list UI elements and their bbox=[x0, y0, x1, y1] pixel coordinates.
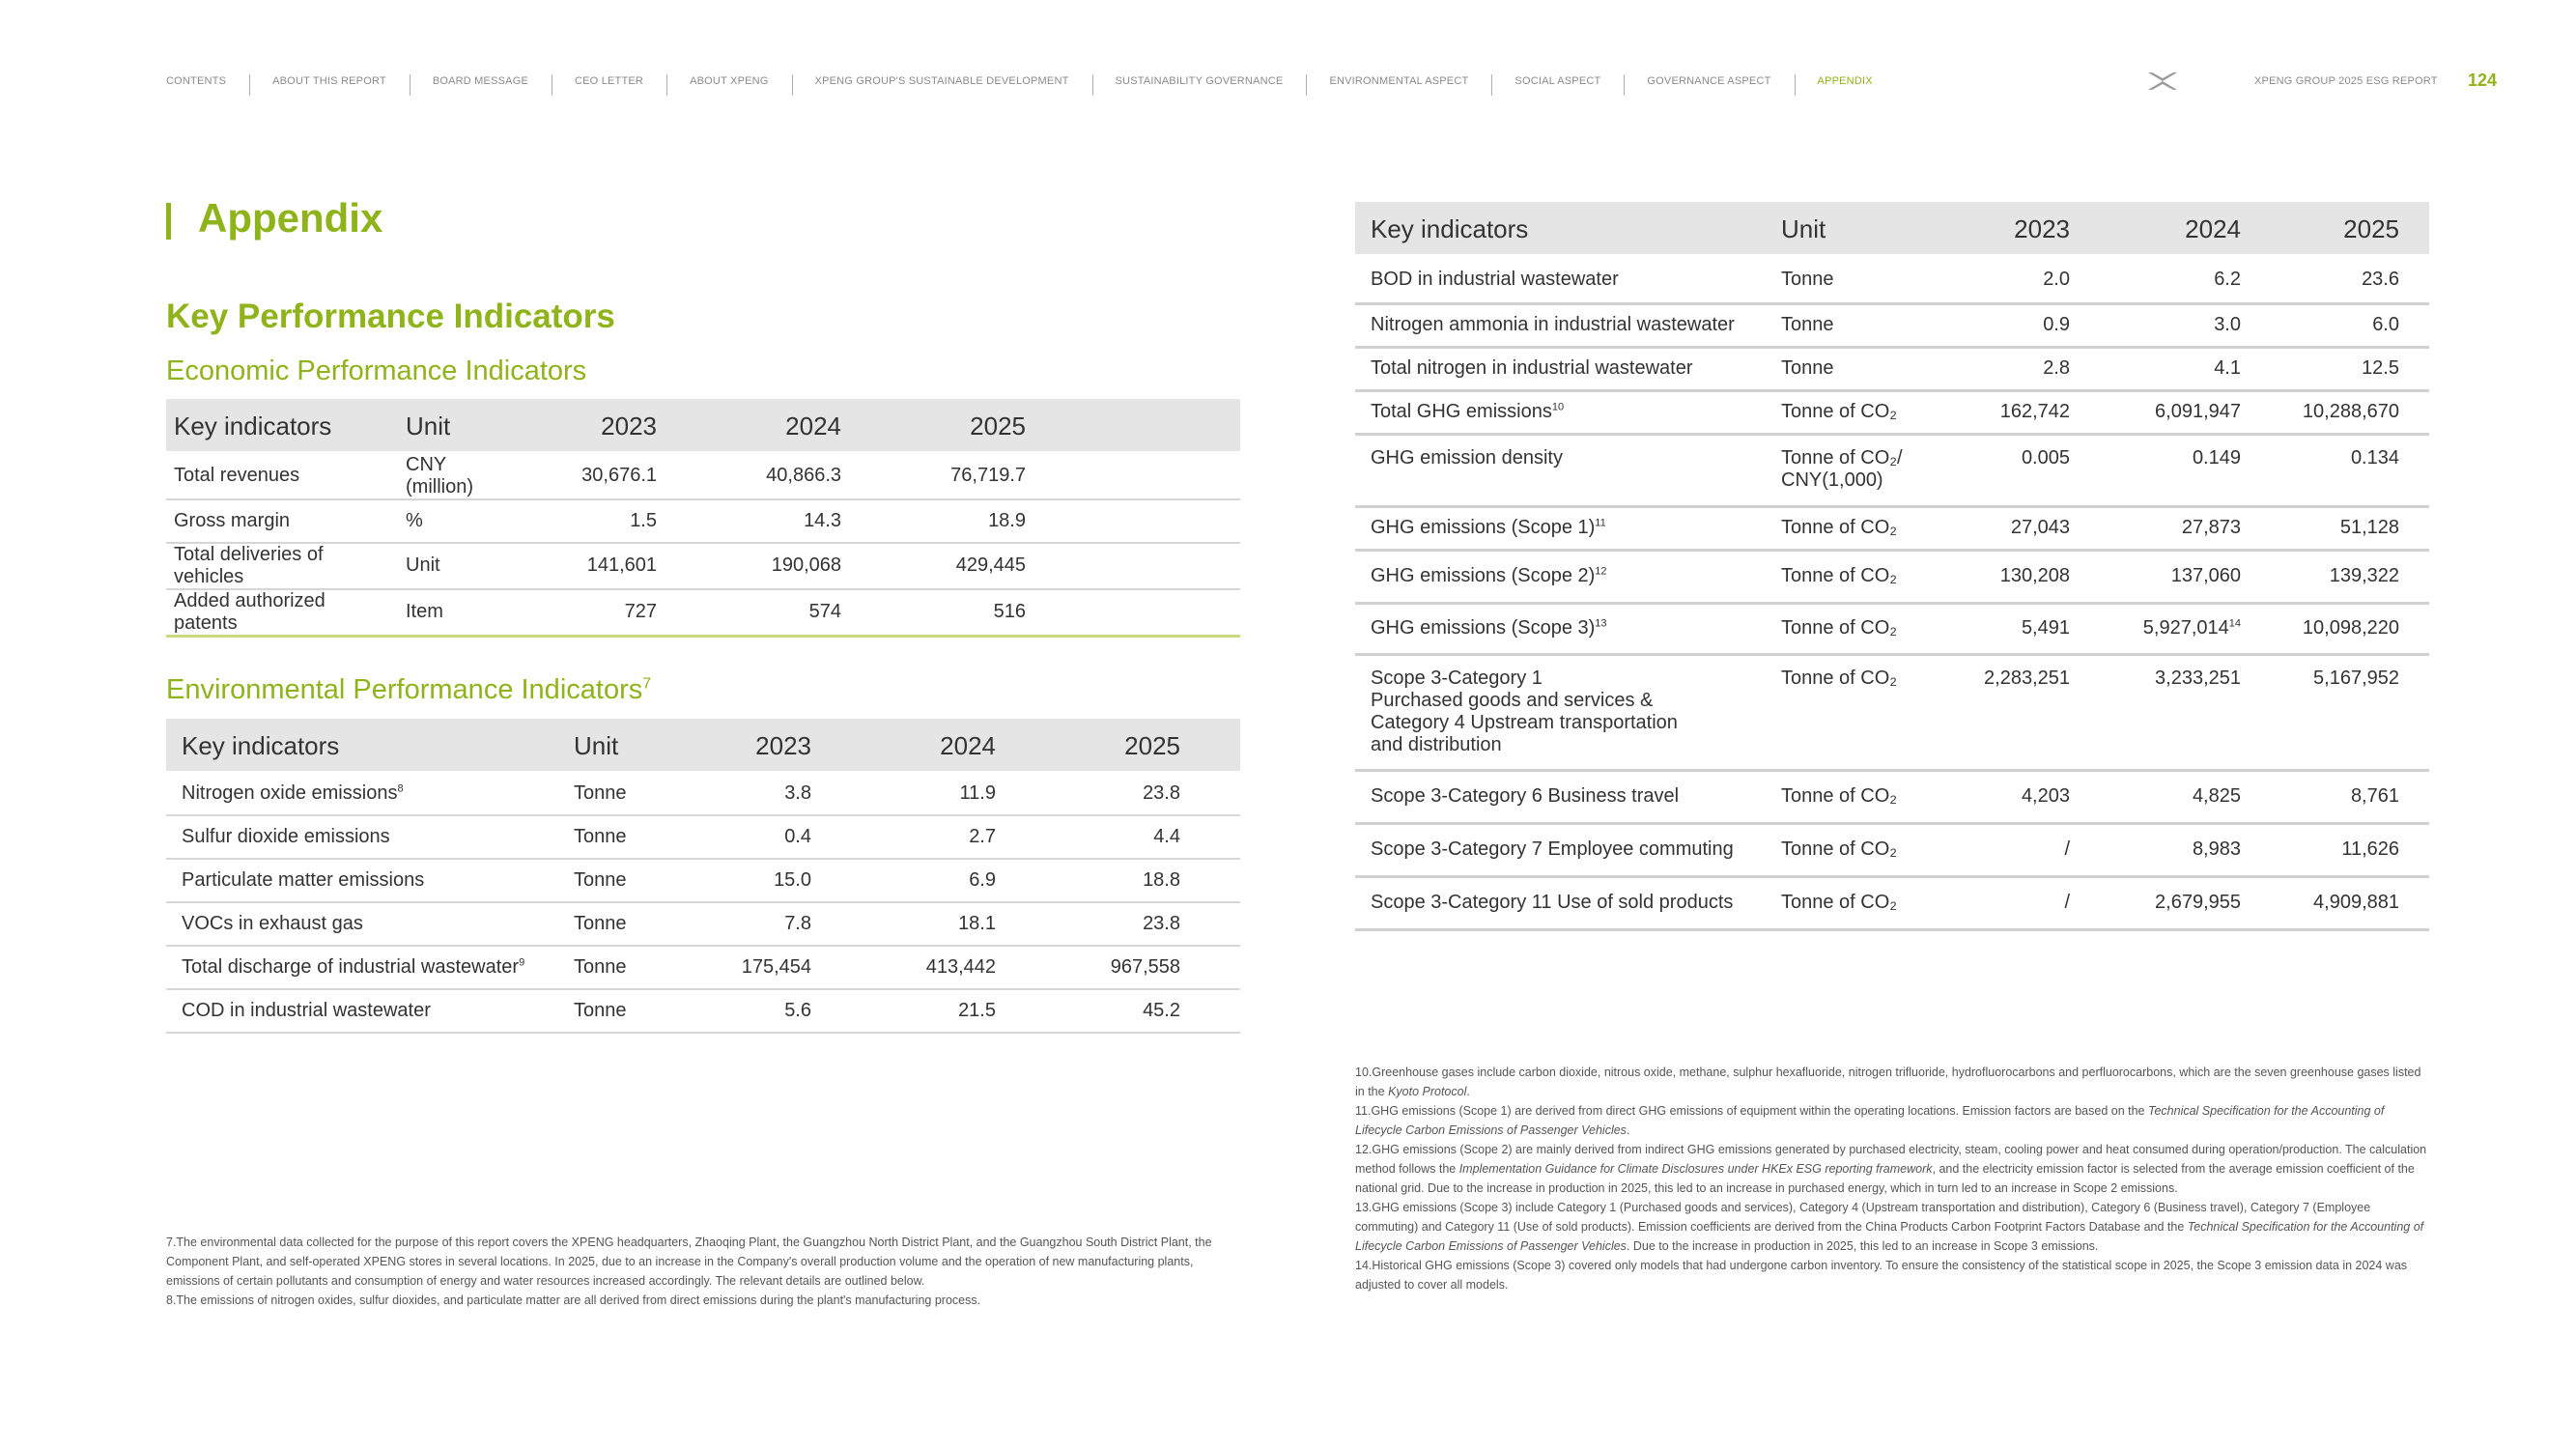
unit-cell: CNY (million) bbox=[398, 452, 514, 499]
value-2023-cell: 7.8 bbox=[680, 902, 819, 946]
table-row bbox=[1355, 255, 2429, 303]
value-2024: 3.0 bbox=[2214, 314, 2241, 335]
value-2023-cell: 5.6 bbox=[680, 989, 819, 1033]
value-2023-cell: 5,491 bbox=[1945, 603, 2078, 654]
value-2023-cell: 0.4 bbox=[680, 815, 819, 859]
indicator-name: VOCs in exhaust gas bbox=[182, 913, 363, 934]
unit-line: Tonne of CO₂ bbox=[1781, 565, 1898, 586]
indicator-line: Total nitrogen in industrial wastewater bbox=[1371, 357, 1693, 379]
environmental-title-text: Environmental Performance Indicators bbox=[166, 674, 643, 705]
spacer-cell bbox=[2407, 876, 2429, 929]
nav-item-appendix[interactable]: APPENDIX bbox=[1795, 75, 1896, 87]
column-header: Key indicators bbox=[1355, 202, 1773, 255]
value-2023-cell: 2.0 bbox=[1945, 255, 2078, 303]
column-header-spacer bbox=[1033, 399, 1240, 452]
spacer-cell bbox=[2407, 390, 2429, 434]
value-2024-cell bbox=[2078, 550, 2249, 603]
value-2025-cell: 967,558 bbox=[1004, 946, 1188, 989]
value-2023-cell: 130,208 bbox=[1945, 550, 2078, 603]
table-row bbox=[166, 989, 1240, 1033]
nav-item-board-message[interactable]: BOARD MESSAGE bbox=[410, 75, 552, 87]
footnote-ref: 12 bbox=[1595, 565, 1607, 578]
footnote-text: 14.Historical GHG emissions (Scope 3) covered only models that had undergone carbon inventory. To ensure the consistency of the statistical scope in 2025, the Scope 3 emission data in 2024 was adjusted to cover all models. bbox=[1355, 1259, 2408, 1292]
column-header: 2025 bbox=[1004, 719, 1188, 772]
value-2025-cell: 11,626 bbox=[2249, 823, 2407, 876]
table-row bbox=[166, 859, 1240, 902]
indicator-line: and distribution bbox=[1371, 733, 1502, 755]
indicator-line: Scope 3-Category 1 bbox=[1371, 667, 1543, 689]
section-title-kpi: Key Performance Indicators bbox=[166, 298, 615, 335]
indicator-cell bbox=[1355, 823, 1773, 876]
nav-item-governance-aspect[interactable]: GOVERNANCE ASPECT bbox=[1624, 75, 1794, 87]
value-2024: 8,983 bbox=[2192, 838, 2241, 860]
value-2025-cell: 6.0 bbox=[2249, 303, 2407, 347]
footnote-text: 10.Greenhouse gases include carbon dioxide, nitrous oxide, methane, sulphur hexafluoride, nitrogen trifluoride, hydrofluorocarbons and perfluorocarbons, which are the seven greenhouse gases listed in the bbox=[1355, 1065, 2421, 1098]
footnote-text: Technical Specification for the Accounting of Lifecycle Carbon Emissions of Passenger Vehicles bbox=[1355, 1220, 2424, 1253]
spacer-cell bbox=[2407, 434, 2429, 506]
column-header-spacer bbox=[2407, 202, 2429, 255]
value-2024-cell: 574 bbox=[665, 589, 849, 637]
value-2025-cell: 45.2 bbox=[1004, 989, 1188, 1033]
value-2024-cell bbox=[2078, 434, 2249, 506]
unit-cell: Tonne bbox=[564, 989, 680, 1033]
value-2023-cell: 175,454 bbox=[680, 946, 819, 989]
column-header: 2025 bbox=[2249, 202, 2407, 255]
nav-item-contents[interactable]: CONTENTS bbox=[166, 75, 227, 87]
indicator-cell bbox=[166, 499, 398, 543]
indicator-cell bbox=[1355, 550, 1773, 603]
unit-cell bbox=[1773, 654, 1945, 770]
appendix-accent-bar bbox=[166, 203, 171, 240]
value-2023-cell: 4,203 bbox=[1945, 770, 2078, 823]
unit-line: Tonne of CO₂ bbox=[1781, 667, 1898, 689]
table-row bbox=[166, 499, 1240, 543]
value-2025-cell: 4.4 bbox=[1004, 815, 1188, 859]
economic-indicators-table bbox=[166, 399, 1240, 638]
value-2025-cell: 12.5 bbox=[2249, 347, 2407, 390]
value-2025-cell: 23.8 bbox=[1004, 902, 1188, 946]
value-2024: 137,060 bbox=[2170, 565, 2241, 586]
column-header: 2023 bbox=[680, 719, 819, 772]
value-2024-cell: 11.9 bbox=[819, 772, 1004, 815]
indicator-name: Total discharge of industrial wastewater bbox=[182, 956, 520, 978]
column-header-spacer bbox=[1188, 719, 1240, 772]
footnote-ref: 13 bbox=[1595, 617, 1607, 630]
value-2025-cell: 0.134 bbox=[2249, 434, 2407, 506]
unit-cell: Tonne bbox=[564, 815, 680, 859]
value-2024-cell bbox=[2078, 823, 2249, 876]
value-2024-cell: 6.9 bbox=[819, 859, 1004, 902]
indicator-name: Gross margin bbox=[174, 509, 291, 531]
unit-cell: Unit bbox=[398, 543, 514, 589]
footnote-text: 8.The emissions of nitrogen oxides, sulfur dioxides, and particulate matter are all derived from direct emissions during the plant's manufacturing process. bbox=[166, 1293, 981, 1307]
value-2025-cell: 8,761 bbox=[2249, 770, 2407, 823]
table-row bbox=[166, 946, 1240, 989]
value-2024-cell bbox=[2078, 303, 2249, 347]
unit-cell bbox=[1773, 506, 1945, 550]
spacer-cell bbox=[1033, 499, 1240, 543]
indicator-cell bbox=[1355, 603, 1773, 654]
footnotes-right bbox=[1355, 1063, 2432, 1294]
value-2023-cell: 0.9 bbox=[1945, 303, 2078, 347]
unit-cell: Tonne bbox=[564, 946, 680, 989]
nav-item-sustainability-governance[interactable]: SUSTAINABILITY GOVERNANCE bbox=[1092, 75, 1307, 87]
subsection-title-environmental bbox=[166, 674, 651, 706]
value-2024: 0.149 bbox=[2192, 446, 2241, 469]
value-2025-cell: 5,167,952 bbox=[2249, 654, 2407, 770]
value-2025-cell: 10,098,220 bbox=[2249, 603, 2407, 654]
spacer-cell bbox=[1033, 543, 1240, 589]
indicator-line: GHG emissions (Scope 3) bbox=[1371, 617, 1596, 639]
value-2024: 27,873 bbox=[2181, 517, 2241, 538]
value-2023-cell: 141,601 bbox=[514, 543, 665, 589]
unit-line: Tonne of CO₂/ bbox=[1781, 446, 1903, 469]
subsection-title-economic: Economic Performance Indicators bbox=[166, 355, 587, 386]
unit-line: Tonne of CO₂ bbox=[1781, 517, 1898, 538]
unit-cell bbox=[1773, 347, 1945, 390]
indicator-cell bbox=[166, 543, 398, 589]
footnote bbox=[166, 1233, 1248, 1291]
spacer-cell bbox=[1188, 989, 1240, 1033]
spacer-cell bbox=[2407, 603, 2429, 654]
footnote bbox=[1355, 1256, 2432, 1294]
unit-cell bbox=[1773, 390, 1945, 434]
footnote-text: 11.GHG emissions (Scope 1) are derived from direct GHG emissions of equipment within the operating locations. Emission factors are based on the bbox=[1355, 1104, 2148, 1118]
spacer-cell bbox=[2407, 550, 2429, 603]
value-2023-cell: 2,283,251 bbox=[1945, 654, 2078, 770]
table-row bbox=[166, 589, 1240, 637]
indicator-cell bbox=[166, 859, 564, 902]
footnote-text: Technical Specification for the Accounting of Lifecycle Carbon Emissions of Passenger Vehicles bbox=[1355, 1104, 2385, 1137]
indicator-name: COD in industrial wastewater bbox=[182, 1000, 431, 1021]
value-2025-cell: 51,128 bbox=[2249, 506, 2407, 550]
value-2023-cell: / bbox=[1945, 823, 2078, 876]
indicator-cell bbox=[1355, 255, 1773, 303]
footnote-text: , and the electricity emission factor is selected from the average emission coefficient of the national grid. Due to the increase in production in 2025, this led to an increase in purchased energy, which in turn led to an increase in Scope 2 emissions. bbox=[1355, 1162, 2415, 1195]
unit-cell: Tonne bbox=[564, 859, 680, 902]
value-2024-cell bbox=[2078, 506, 2249, 550]
table-row bbox=[1355, 603, 2429, 654]
footnote-text: Kyoto Protocol bbox=[1388, 1085, 1467, 1098]
column-header: 2024 bbox=[665, 399, 849, 452]
indicator-line: GHG emissions (Scope 1) bbox=[1371, 517, 1596, 538]
column-header: 2023 bbox=[514, 399, 665, 452]
column-header: 2023 bbox=[1945, 202, 2078, 255]
value-2024-cell: 2.7 bbox=[819, 815, 1004, 859]
report-name: XPENG GROUP 2025 ESG REPORT bbox=[2254, 75, 2438, 87]
value-2025-cell: 23.8 bbox=[1004, 772, 1188, 815]
table-row bbox=[166, 815, 1240, 859]
indicator-cell bbox=[1355, 303, 1773, 347]
spacer-cell bbox=[1188, 815, 1240, 859]
unit-cell: Tonne bbox=[564, 902, 680, 946]
indicator-cell bbox=[166, 902, 564, 946]
table-row bbox=[1355, 390, 2429, 434]
table-row bbox=[1355, 823, 2429, 876]
table-row bbox=[1355, 876, 2429, 929]
indicator-cell bbox=[1355, 506, 1773, 550]
value-2024: 2,679,955 bbox=[2155, 892, 2241, 913]
footnote-ref: 14 bbox=[2228, 617, 2241, 630]
indicator-name: Nitrogen oxide emissions bbox=[182, 782, 398, 805]
unit-cell bbox=[1773, 603, 1945, 654]
environmental-indicators-table bbox=[166, 719, 1240, 1034]
footnote-text: 13.GHG emissions (Scope 3) include Category 1 (Purchased goods and services), Category 4 (Upstream transportation and distribution), Category 6 (Business travel), Category 7 (Employee commuting) and Category 11 (Use of sold products). Emission coefficients are derived from the China Products Carbon Footprint Factors Database and the bbox=[1355, 1201, 2371, 1234]
footnote-text: . Due to the increase in production in 2025, this led to an increase in Scope 3 emissions. bbox=[1626, 1239, 2099, 1253]
nav-item-ceo-letter[interactable]: CEO LETTER bbox=[552, 75, 666, 87]
indicator-line: Scope 3-Category 7 Employee commuting bbox=[1371, 838, 1734, 860]
footnote-text: Implementation Guidance for Climate Disclosures under HKEx ESG reporting framework bbox=[1458, 1162, 1933, 1176]
value-2025-cell: 18.9 bbox=[849, 499, 1033, 543]
value-2024-cell: 14.3 bbox=[665, 499, 849, 543]
column-header: Unit bbox=[564, 719, 680, 772]
unit-cell: % bbox=[398, 499, 514, 543]
value-2023-cell: 2.8 bbox=[1945, 347, 2078, 390]
value-2024: 4,825 bbox=[2192, 785, 2241, 807]
column-header: Key indicators bbox=[166, 719, 564, 772]
top-navigation bbox=[166, 70, 1896, 93]
unit-cell: Tonne bbox=[564, 772, 680, 815]
value-2024-cell: 190,068 bbox=[665, 543, 849, 589]
environmental-indicators-table-continued bbox=[1355, 202, 2429, 931]
table-row bbox=[1355, 434, 2429, 506]
value-2024: 3,233,251 bbox=[2155, 667, 2241, 689]
indicator-line: Nitrogen ammonia in industrial wastewater bbox=[1371, 314, 1735, 335]
spacer-cell bbox=[2407, 303, 2429, 347]
value-2023-cell: 3.8 bbox=[680, 772, 819, 815]
value-2024-cell bbox=[2078, 255, 2249, 303]
unit-cell bbox=[1773, 255, 1945, 303]
indicator-cell bbox=[1355, 434, 1773, 506]
footnote bbox=[1355, 1063, 2432, 1101]
indicator-line: Purchased goods and services & bbox=[1371, 689, 1654, 711]
nav-item-social-aspect[interactable]: SOCIAL ASPECT bbox=[1491, 75, 1624, 87]
unit-cell bbox=[1773, 770, 1945, 823]
spacer-cell bbox=[2407, 506, 2429, 550]
value-2024-cell bbox=[2078, 654, 2249, 770]
table-row bbox=[1355, 347, 2429, 390]
footnote-text: 12.GHG emissions (Scope 2) are mainly derived from indirect GHG emissions generated by purchased electricity, steam, cooling power and heat consumed during operation/production. The calculation method follows the bbox=[1355, 1143, 2427, 1176]
footnote-text: . bbox=[1626, 1123, 1630, 1137]
unit-cell: Item bbox=[398, 589, 514, 637]
value-2025-cell: 10,288,670 bbox=[2249, 390, 2407, 434]
column-header: 2024 bbox=[819, 719, 1004, 772]
unit-line: Tonne of CO₂ bbox=[1781, 401, 1898, 422]
indicator-cell bbox=[1355, 654, 1773, 770]
unit-line: Tonne bbox=[1781, 314, 1834, 335]
value-2025-cell: 516 bbox=[849, 589, 1033, 637]
indicator-name: Particulate matter emissions bbox=[182, 869, 425, 891]
indicator-cell bbox=[166, 452, 398, 499]
value-2024: 5,927,014 bbox=[2142, 617, 2229, 639]
footnote bbox=[1355, 1198, 2432, 1256]
footnotes-left bbox=[166, 1233, 1248, 1310]
value-2025-cell: 23.6 bbox=[2249, 255, 2407, 303]
indicator-name: Added authorized patents bbox=[174, 589, 326, 634]
unit-line: Tonne bbox=[1781, 268, 1834, 290]
unit-cell bbox=[1773, 876, 1945, 929]
value-2024-cell bbox=[2078, 603, 2249, 654]
spacer-cell bbox=[2407, 255, 2429, 303]
value-2025-cell: 139,322 bbox=[2249, 550, 2407, 603]
indicator-cell bbox=[166, 772, 564, 815]
indicator-cell bbox=[1355, 347, 1773, 390]
footnote bbox=[1355, 1101, 2432, 1140]
unit-line: Tonne of CO₂ bbox=[1781, 617, 1898, 639]
value-2024: 6,091,947 bbox=[2155, 401, 2241, 422]
spacer-cell bbox=[2407, 770, 2429, 823]
indicator-line: Category 4 Upstream transportation bbox=[1371, 711, 1678, 733]
value-2025-cell: 4,909,881 bbox=[2249, 876, 2407, 929]
value-2024-cell bbox=[2078, 390, 2249, 434]
indicator-line: Scope 3-Category 6 Business travel bbox=[1371, 785, 1680, 807]
unit-line: Tonne of CO₂ bbox=[1781, 838, 1898, 860]
column-header: Unit bbox=[1773, 202, 1945, 255]
table-row bbox=[1355, 770, 2429, 823]
value-2023-cell: 727 bbox=[514, 589, 665, 637]
spacer-cell bbox=[1188, 902, 1240, 946]
indicator-line: Scope 3-Category 11 Use of sold products bbox=[1371, 892, 1734, 913]
footnote bbox=[166, 1291, 1248, 1310]
value-2025-cell: 18.8 bbox=[1004, 859, 1188, 902]
footnote-ref: 8 bbox=[397, 782, 404, 795]
indicator-name: Total deliveries of vehicles bbox=[174, 543, 324, 587]
value-2023-cell: 30,676.1 bbox=[514, 452, 665, 499]
footnote-ref: 10 bbox=[1551, 401, 1565, 413]
table-header-row bbox=[166, 399, 1240, 452]
footnote-ref: 9 bbox=[519, 956, 525, 969]
column-header: 2024 bbox=[2078, 202, 2249, 255]
footnote bbox=[1355, 1140, 2432, 1198]
unit-line: Tonne bbox=[1781, 357, 1834, 379]
unit-line: CNY(1,000) bbox=[1781, 469, 1883, 491]
indicator-cell bbox=[166, 589, 398, 637]
indicator-cell bbox=[1355, 770, 1773, 823]
table-row bbox=[1355, 550, 2429, 603]
value-2023-cell: / bbox=[1945, 876, 2078, 929]
spacer-cell bbox=[1033, 589, 1240, 637]
xpeng-logo-icon[interactable] bbox=[2146, 70, 2179, 93]
unit-line: Tonne of CO₂ bbox=[1781, 892, 1898, 913]
table-header-row bbox=[166, 719, 1240, 772]
table-row bbox=[166, 543, 1240, 589]
indicator-cell bbox=[1355, 390, 1773, 434]
footnote-text: 7.The environmental data collected for the purpose of this report covers the XPENG headquarters, Zhaoqing Plant, the Guangzhou North District Plant, and the Guangzhou South District Plant, the Component Plant, and self-operated XPENG stores in several locations. In 2025, due to an increase in the Company's overall production volume and the operation of new manufacturing plants, emissions of certain pollutants and consumption of energy and water resources increased accordingly. The relevant details are outlined below. bbox=[166, 1236, 1212, 1288]
nav-item-about-this-report[interactable]: ABOUT THIS REPORT bbox=[249, 75, 410, 87]
value-2023-cell: 15.0 bbox=[680, 859, 819, 902]
indicator-cell bbox=[166, 946, 564, 989]
unit-cell bbox=[1773, 823, 1945, 876]
indicator-line: GHG emissions (Scope 2) bbox=[1371, 565, 1596, 586]
spacer-cell bbox=[1033, 452, 1240, 499]
value-2024-cell bbox=[2078, 876, 2249, 929]
value-2024-cell: 413,442 bbox=[819, 946, 1004, 989]
indicator-cell bbox=[166, 989, 564, 1033]
spacer-cell bbox=[1188, 859, 1240, 902]
footnote-ref: 11 bbox=[1595, 517, 1606, 529]
spacer-cell bbox=[1188, 772, 1240, 815]
spacer-cell bbox=[2407, 823, 2429, 876]
indicator-name: Total revenues bbox=[174, 465, 300, 486]
environmental-title-footnote-ref: 7 bbox=[642, 675, 652, 693]
table-row bbox=[166, 452, 1240, 499]
table-row bbox=[1355, 506, 2429, 550]
column-header: Unit bbox=[398, 399, 514, 452]
unit-line: Tonne of CO₂ bbox=[1781, 785, 1898, 807]
table-header-row bbox=[1355, 202, 2429, 255]
indicator-line: BOD in industrial wastewater bbox=[1371, 268, 1619, 290]
value-2023-cell: 27,043 bbox=[1945, 506, 2078, 550]
value-2024: 4.1 bbox=[2214, 357, 2241, 379]
value-2025-cell: 429,445 bbox=[849, 543, 1033, 589]
nav-item-about-xpeng[interactable]: ABOUT XPENG bbox=[666, 75, 791, 87]
footnote-text: . bbox=[1466, 1085, 1470, 1098]
indicator-cell bbox=[166, 815, 564, 859]
value-2023-cell: 0.005 bbox=[1945, 434, 2078, 506]
nav-item-xpeng-group-s-sustainable-development[interactable]: XPENG GROUP'S SUSTAINABLE DEVELOPMENT bbox=[792, 75, 1092, 87]
indicator-line: Total GHG emissions bbox=[1371, 401, 1552, 422]
unit-cell bbox=[1773, 303, 1945, 347]
nav-item-environmental-aspect[interactable]: ENVIRONMENTAL ASPECT bbox=[1306, 75, 1491, 87]
indicator-name: Sulfur dioxide emissions bbox=[182, 826, 390, 847]
column-header: 2025 bbox=[849, 399, 1033, 452]
page-title: Appendix bbox=[198, 195, 383, 241]
table-row bbox=[1355, 654, 2429, 770]
indicator-cell bbox=[1355, 876, 1773, 929]
value-2024-cell: 40,866.3 bbox=[665, 452, 849, 499]
value-2023-cell: 162,742 bbox=[1945, 390, 2078, 434]
table-row bbox=[166, 902, 1240, 946]
value-2023-cell: 1.5 bbox=[514, 499, 665, 543]
column-header: Key indicators bbox=[166, 399, 398, 452]
table-row bbox=[1355, 303, 2429, 347]
value-2024-cell: 21.5 bbox=[819, 989, 1004, 1033]
value-2024-cell bbox=[2078, 347, 2249, 390]
value-2024: 6.2 bbox=[2214, 268, 2241, 290]
page-number: 124 bbox=[2468, 71, 2498, 90]
spacer-cell bbox=[2407, 347, 2429, 390]
table-row bbox=[166, 772, 1240, 815]
value-2025-cell: 76,719.7 bbox=[849, 452, 1033, 499]
spacer-cell bbox=[2407, 654, 2429, 770]
unit-cell bbox=[1773, 434, 1945, 506]
spacer-cell bbox=[1188, 946, 1240, 989]
value-2024-cell: 18.1 bbox=[819, 902, 1004, 946]
value-2024-cell bbox=[2078, 770, 2249, 823]
indicator-line: GHG emission density bbox=[1371, 446, 1563, 469]
unit-cell bbox=[1773, 550, 1945, 603]
